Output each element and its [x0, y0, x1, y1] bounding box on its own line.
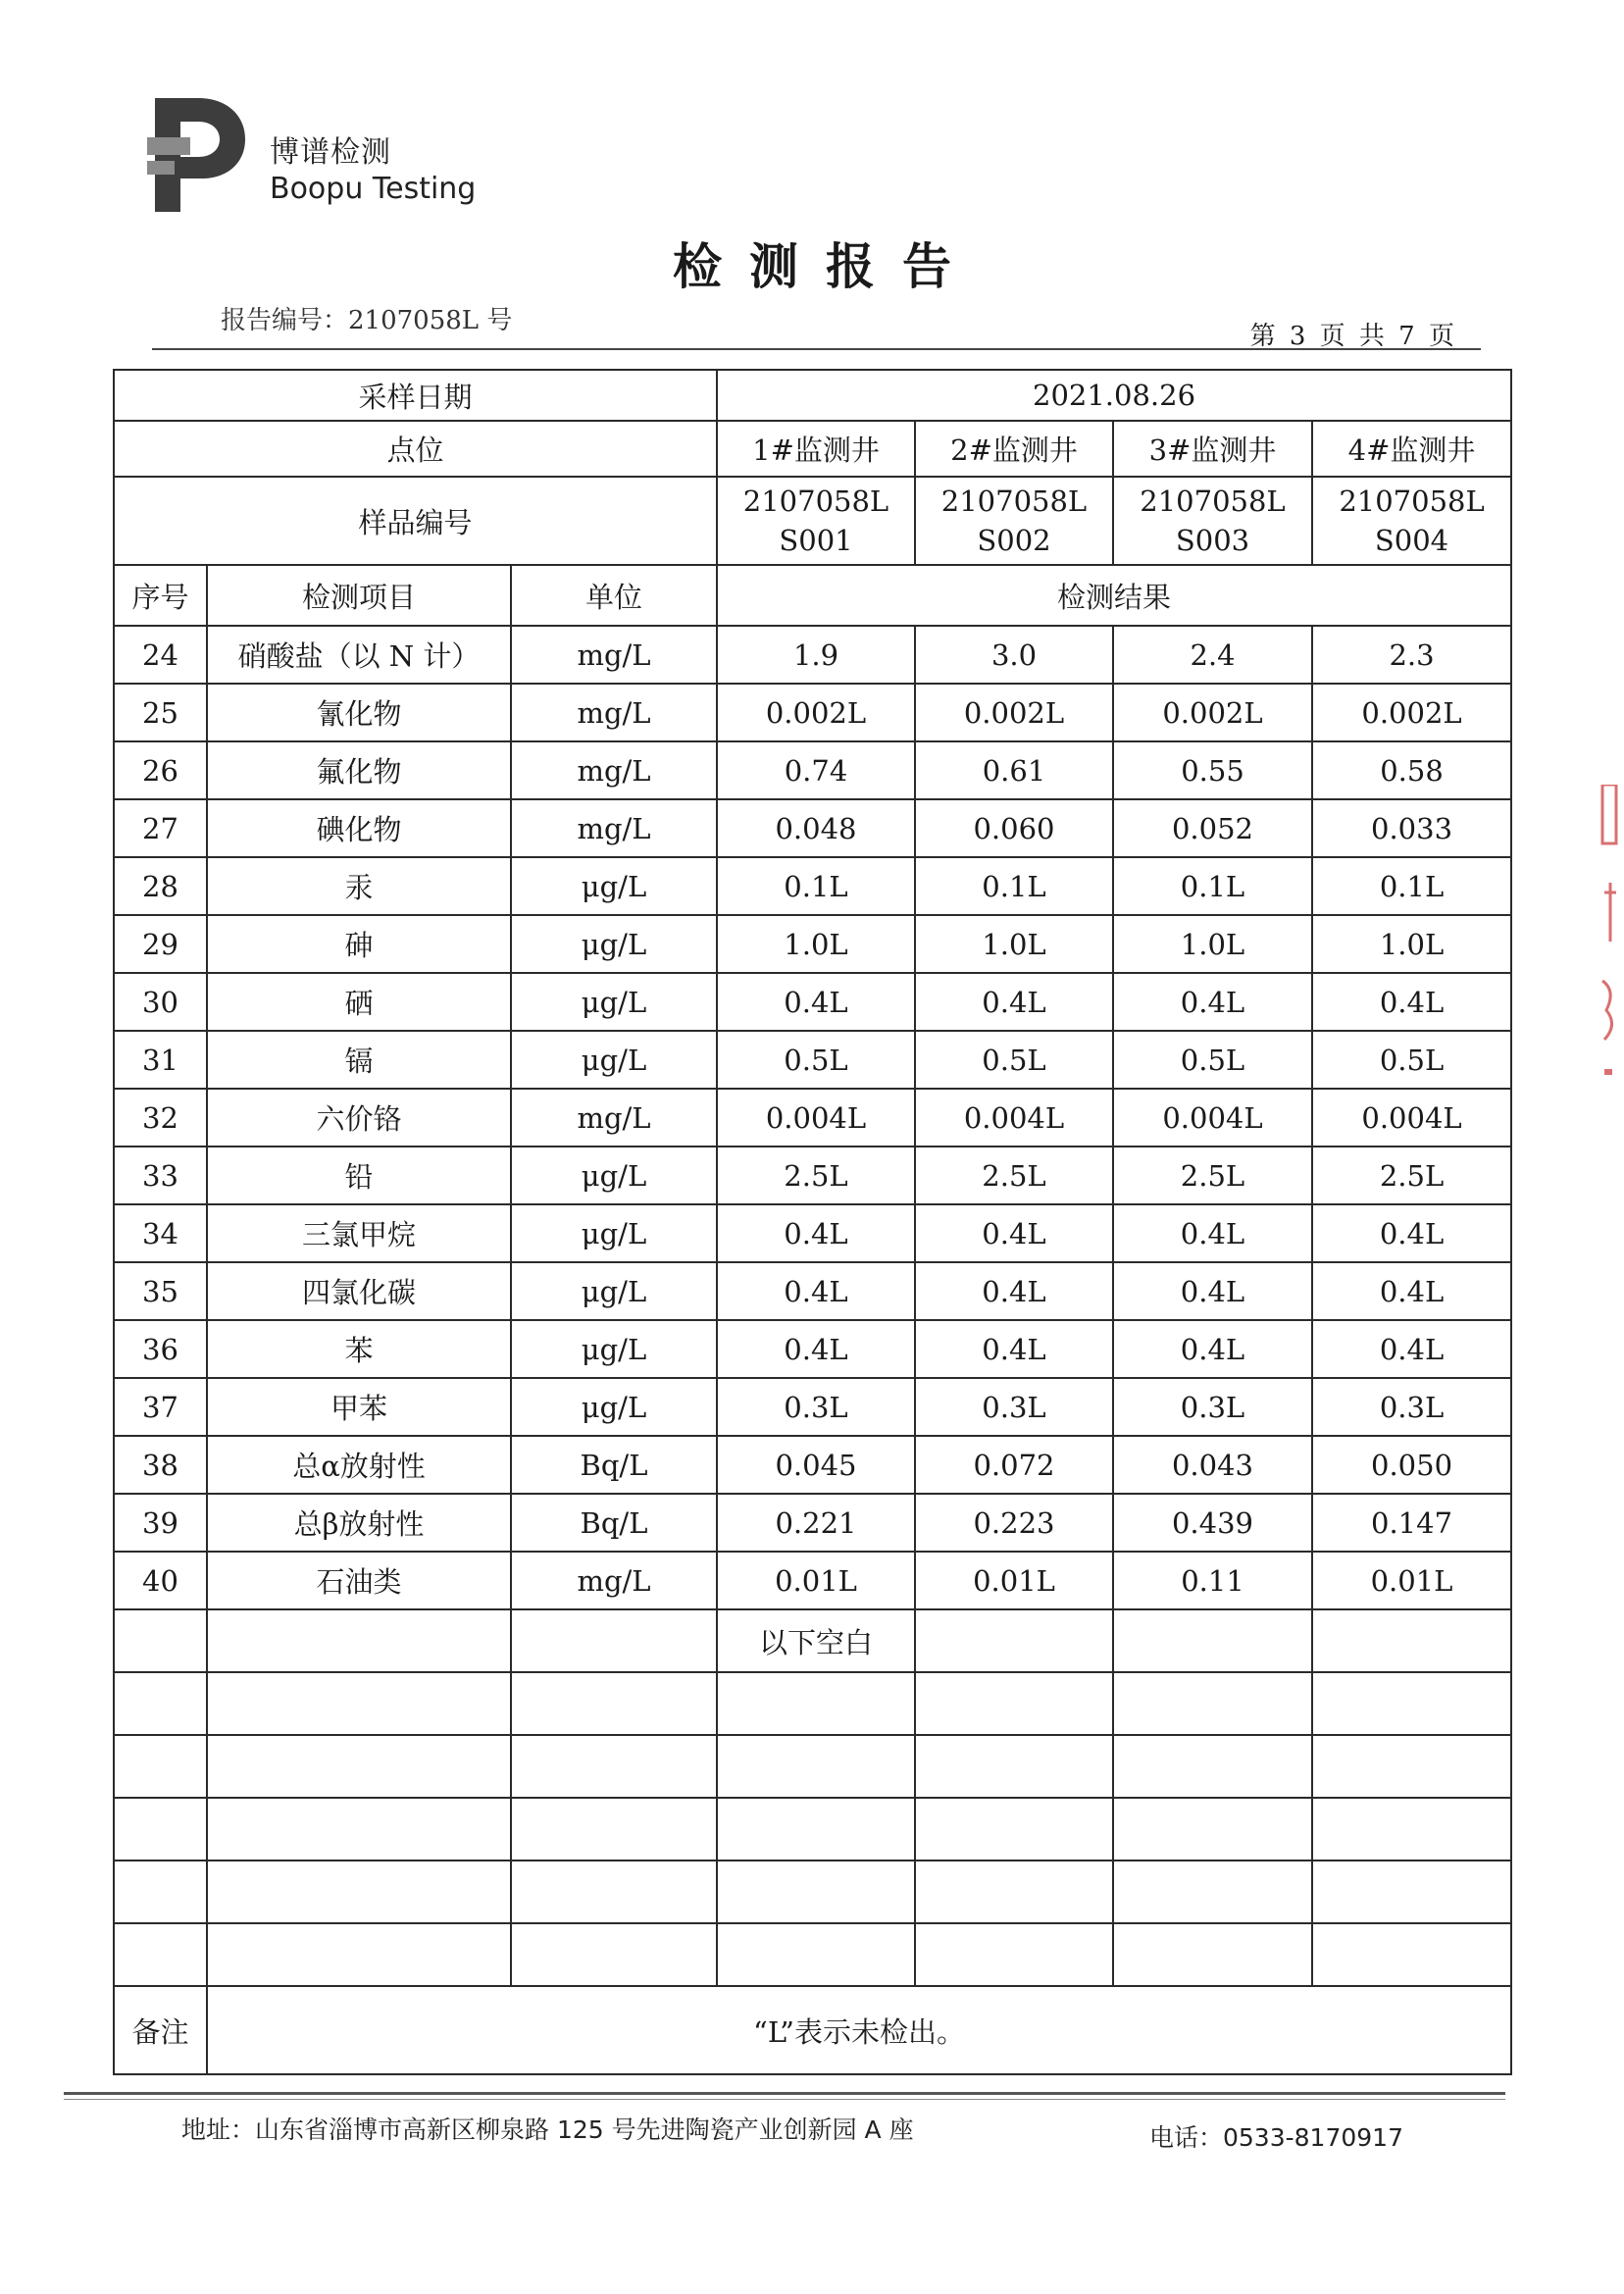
row-result-3: 0.4L: [1113, 1320, 1312, 1378]
row-result-4: 0.002L: [1312, 684, 1511, 741]
row-unit: mg/L: [511, 1552, 717, 1609]
result-row: [114, 1031, 1511, 1089]
remarks-text: “L”表示未检出。: [207, 1986, 1511, 2074]
row-item: 铅: [207, 1147, 511, 1204]
empty-row: [114, 1672, 1511, 1735]
row-unit: mg/L: [511, 684, 717, 741]
sample-number-cell: [915, 477, 1113, 565]
row-result-1: 0.3L: [717, 1378, 915, 1436]
row-result-2: 3.0: [915, 626, 1113, 684]
row-result-3: 0.052: [1113, 799, 1312, 857]
sample-number-line2: S002: [977, 524, 1051, 557]
result-row: [114, 857, 1511, 915]
row-result-2: 0.002L: [915, 684, 1113, 741]
row-result-1: 2.5L: [717, 1147, 915, 1204]
footer-divider-thin: [64, 2099, 1505, 2100]
row-item: 石油类: [207, 1552, 511, 1609]
header-divider: [152, 348, 1481, 350]
data-rows: [114, 626, 1511, 1609]
footer-divider: [64, 2092, 1505, 2095]
company-name: [270, 135, 476, 208]
sample-number-cell: [1312, 477, 1511, 565]
row-result-3: 0.3L: [1113, 1378, 1312, 1436]
row-result-2: 0.223: [915, 1494, 1113, 1552]
result-row: [114, 1436, 1511, 1494]
report-title: 检测报告: [673, 237, 979, 295]
result-row: [114, 626, 1511, 684]
row-result-3: 0.5L: [1113, 1031, 1312, 1089]
row-result-4: 0.4L: [1312, 1204, 1511, 1262]
company-logo: [147, 98, 245, 212]
sampling-date-row: [114, 370, 1511, 421]
row-result-4: 0.004L: [1312, 1089, 1511, 1147]
row-item: 苯: [207, 1320, 511, 1378]
row-item: 硒: [207, 973, 511, 1031]
col-header-unit: 单位: [511, 565, 717, 626]
row-seq: 40: [114, 1552, 207, 1609]
sample-number-label: 样品编号: [114, 477, 717, 565]
row-result-1: 0.048: [717, 799, 915, 857]
sample-number-line1: 2107058L: [1339, 484, 1485, 518]
column-header-row: [114, 565, 1511, 626]
result-row: [114, 973, 1511, 1031]
sample-number-line1: 2107058L: [1140, 484, 1286, 518]
company-name-cn: 博谱检测: [270, 135, 391, 170]
sampling-date-value: 2021.08.26: [717, 370, 1511, 421]
point-name: 3#监测井: [1113, 421, 1312, 477]
row-result-1: 0.5L: [717, 1031, 915, 1089]
col-header-result: 检测结果: [717, 565, 1511, 626]
footer-address: 地址：山东省淄博市高新区柳泉路 125 号先进陶瓷产业创新园 A 座: [181, 2116, 914, 2144]
row-unit: μg/L: [511, 915, 717, 973]
row-result-1: 0.4L: [717, 1262, 915, 1320]
result-row: [114, 741, 1511, 799]
sample-number-line1: 2107058L: [940, 484, 1088, 518]
result-row: [114, 799, 1511, 857]
row-seq: 29: [114, 915, 207, 973]
row-result-1: 0.1L: [717, 857, 915, 915]
result-row: [114, 1320, 1511, 1378]
seal-stamp-edge: [1599, 785, 1624, 1089]
row-result-2: 0.4L: [915, 1204, 1113, 1262]
row-result-4: 2.5L: [1312, 1147, 1511, 1204]
row-result-4: 0.033: [1312, 799, 1511, 857]
remarks-label: 备注: [114, 1986, 207, 2074]
row-seq: 37: [114, 1378, 207, 1436]
sample-number-cell: [717, 477, 915, 565]
row-seq: 39: [114, 1494, 207, 1552]
result-row: [114, 684, 1511, 741]
row-result-4: 0.4L: [1312, 973, 1511, 1031]
row-item: 四氯化碳: [207, 1262, 511, 1320]
row-unit: μg/L: [511, 1031, 717, 1089]
row-result-4: 0.147: [1312, 1494, 1511, 1552]
row-item: 硝酸盐（以 N 计）: [207, 626, 511, 684]
empty-row: [114, 1798, 1511, 1861]
row-result-1: 0.045: [717, 1436, 915, 1494]
row-result-4: 2.3: [1312, 626, 1511, 684]
sample-number-cell: [1113, 477, 1312, 565]
sample-number-line2: S001: [779, 524, 853, 557]
row-unit: mg/L: [511, 799, 717, 857]
row-result-2: 0.3L: [915, 1378, 1113, 1436]
row-result-2: 0.004L: [915, 1089, 1113, 1147]
sample-number-line2: S004: [1374, 524, 1449, 557]
report-number: 报告编号：2107058L 号: [221, 306, 513, 335]
row-result-1: 0.4L: [717, 1320, 915, 1378]
row-result-2: 0.060: [915, 799, 1113, 857]
row-result-4: 0.1L: [1312, 857, 1511, 915]
result-row: [114, 1552, 1511, 1609]
row-result-1: 0.4L: [717, 973, 915, 1031]
company-name-en: Boopu Testing: [270, 172, 477, 206]
row-unit: μg/L: [511, 857, 717, 915]
row-seq: 38: [114, 1436, 207, 1494]
sample-number-row: [114, 477, 1511, 565]
row-result-4: 0.3L: [1312, 1378, 1511, 1436]
row-seq: 26: [114, 741, 207, 799]
row-result-2: 0.5L: [915, 1031, 1113, 1089]
row-seq: 31: [114, 1031, 207, 1089]
row-unit: μg/L: [511, 1378, 717, 1436]
row-result-2: 0.1L: [915, 857, 1113, 915]
result-row: [114, 1147, 1511, 1204]
row-item: 镉: [207, 1031, 511, 1089]
row-seq: 35: [114, 1262, 207, 1320]
row-result-1: 0.4L: [717, 1204, 915, 1262]
row-unit: mg/L: [511, 741, 717, 799]
row-result-3: 1.0L: [1113, 915, 1312, 973]
row-seq: 28: [114, 857, 207, 915]
footer-phone: 电话：0533-8170917: [1149, 2123, 1403, 2152]
blank-note-row: [114, 1609, 1511, 1672]
row-seq: 30: [114, 973, 207, 1031]
row-result-2: 0.61: [915, 741, 1113, 799]
row-result-1: 0.74: [717, 741, 915, 799]
row-unit: μg/L: [511, 1262, 717, 1320]
point-name: 2#监测井: [915, 421, 1113, 477]
row-seq: 25: [114, 684, 207, 741]
red-seal-icon: [1599, 785, 1624, 1089]
row-unit: mg/L: [511, 626, 717, 684]
row-result-3: 2.4: [1113, 626, 1312, 684]
point-label: 点位: [114, 421, 717, 477]
row-result-3: 0.4L: [1113, 973, 1312, 1031]
row-unit: Bq/L: [511, 1494, 717, 1552]
row-unit: μg/L: [511, 1320, 717, 1378]
empty-row: [114, 1923, 1511, 1986]
row-result-3: 0.004L: [1113, 1089, 1312, 1147]
row-result-4: 1.0L: [1312, 915, 1511, 973]
row-result-2: 0.4L: [915, 1262, 1113, 1320]
row-result-1: 0.004L: [717, 1089, 915, 1147]
result-row: [114, 1378, 1511, 1436]
row-item: 三氯甲烷: [207, 1204, 511, 1262]
row-item: 碘化物: [207, 799, 511, 857]
result-row: [114, 1494, 1511, 1552]
row-unit: μg/L: [511, 1204, 717, 1262]
sampling-date-label: 采样日期: [114, 370, 717, 421]
row-result-1: 0.221: [717, 1494, 915, 1552]
row-result-1: 1.0L: [717, 915, 915, 973]
row-unit: Bq/L: [511, 1436, 717, 1494]
point-name: 4#监测井: [1312, 421, 1511, 477]
col-header-item: 检测项目: [207, 565, 511, 626]
row-result-2: 0.072: [915, 1436, 1113, 1494]
row-unit: μg/L: [511, 973, 717, 1031]
row-result-4: 0.5L: [1312, 1031, 1511, 1089]
sample-number-line1: 2107058L: [742, 484, 889, 518]
row-item: 总β放射性: [207, 1494, 511, 1552]
row-item: 氟化物: [207, 741, 511, 799]
row-result-4: 0.58: [1312, 741, 1511, 799]
row-result-2: 2.5L: [915, 1147, 1113, 1204]
boopu-logo-icon: [147, 98, 245, 212]
row-item: 总α放射性: [207, 1436, 511, 1494]
row-unit: mg/L: [511, 1089, 717, 1147]
row-result-2: 0.4L: [915, 1320, 1113, 1378]
col-header-seq: 序号: [114, 565, 207, 626]
sample-number-line2: S003: [1175, 524, 1250, 557]
empty-row: [114, 1735, 1511, 1798]
result-row: [114, 1204, 1511, 1262]
row-unit: μg/L: [511, 1147, 717, 1204]
row-seq: 24: [114, 626, 207, 684]
row-result-4: 0.4L: [1312, 1262, 1511, 1320]
blank-note: 以下空白: [717, 1609, 915, 1672]
row-item: 汞: [207, 857, 511, 915]
page-indicator: 第 3 页 共 7 页: [1249, 322, 1457, 351]
row-result-3: 0.439: [1113, 1494, 1312, 1552]
row-item: 砷: [207, 915, 511, 973]
row-result-3: 0.4L: [1113, 1262, 1312, 1320]
row-result-4: 0.050: [1312, 1436, 1511, 1494]
empty-rows: [114, 1672, 1511, 1986]
row-seq: 27: [114, 799, 207, 857]
result-row: [114, 1262, 1511, 1320]
row-item: 六价铬: [207, 1089, 511, 1147]
row-result-2: 0.4L: [915, 973, 1113, 1031]
row-seq: 33: [114, 1147, 207, 1204]
point-name: 1#监测井: [717, 421, 915, 477]
row-seq: 34: [114, 1204, 207, 1262]
result-row: [114, 1089, 1511, 1147]
point-row: [114, 421, 1511, 477]
row-result-1: 0.01L: [717, 1552, 915, 1609]
row-result-3: 0.4L: [1113, 1204, 1312, 1262]
empty-row: [114, 1861, 1511, 1923]
row-result-2: 0.01L: [915, 1552, 1113, 1609]
row-result-3: 0.002L: [1113, 684, 1312, 741]
result-row: [114, 915, 1511, 973]
row-seq: 32: [114, 1089, 207, 1147]
row-seq: 36: [114, 1320, 207, 1378]
results-table: [113, 369, 1512, 2075]
row-result-1: 0.002L: [717, 684, 915, 741]
row-result-4: 0.01L: [1312, 1552, 1511, 1609]
row-result-3: 0.11: [1113, 1552, 1312, 1609]
row-result-3: 0.55: [1113, 741, 1312, 799]
row-result-3: 2.5L: [1113, 1147, 1312, 1204]
row-result-2: 1.0L: [915, 915, 1113, 973]
row-result-1: 1.9: [717, 626, 915, 684]
row-item: 甲苯: [207, 1378, 511, 1436]
row-item: 氰化物: [207, 684, 511, 741]
row-result-3: 0.043: [1113, 1436, 1312, 1494]
row-result-4: 0.4L: [1312, 1320, 1511, 1378]
row-result-3: 0.1L: [1113, 857, 1312, 915]
remarks-row: [114, 1986, 1511, 2074]
